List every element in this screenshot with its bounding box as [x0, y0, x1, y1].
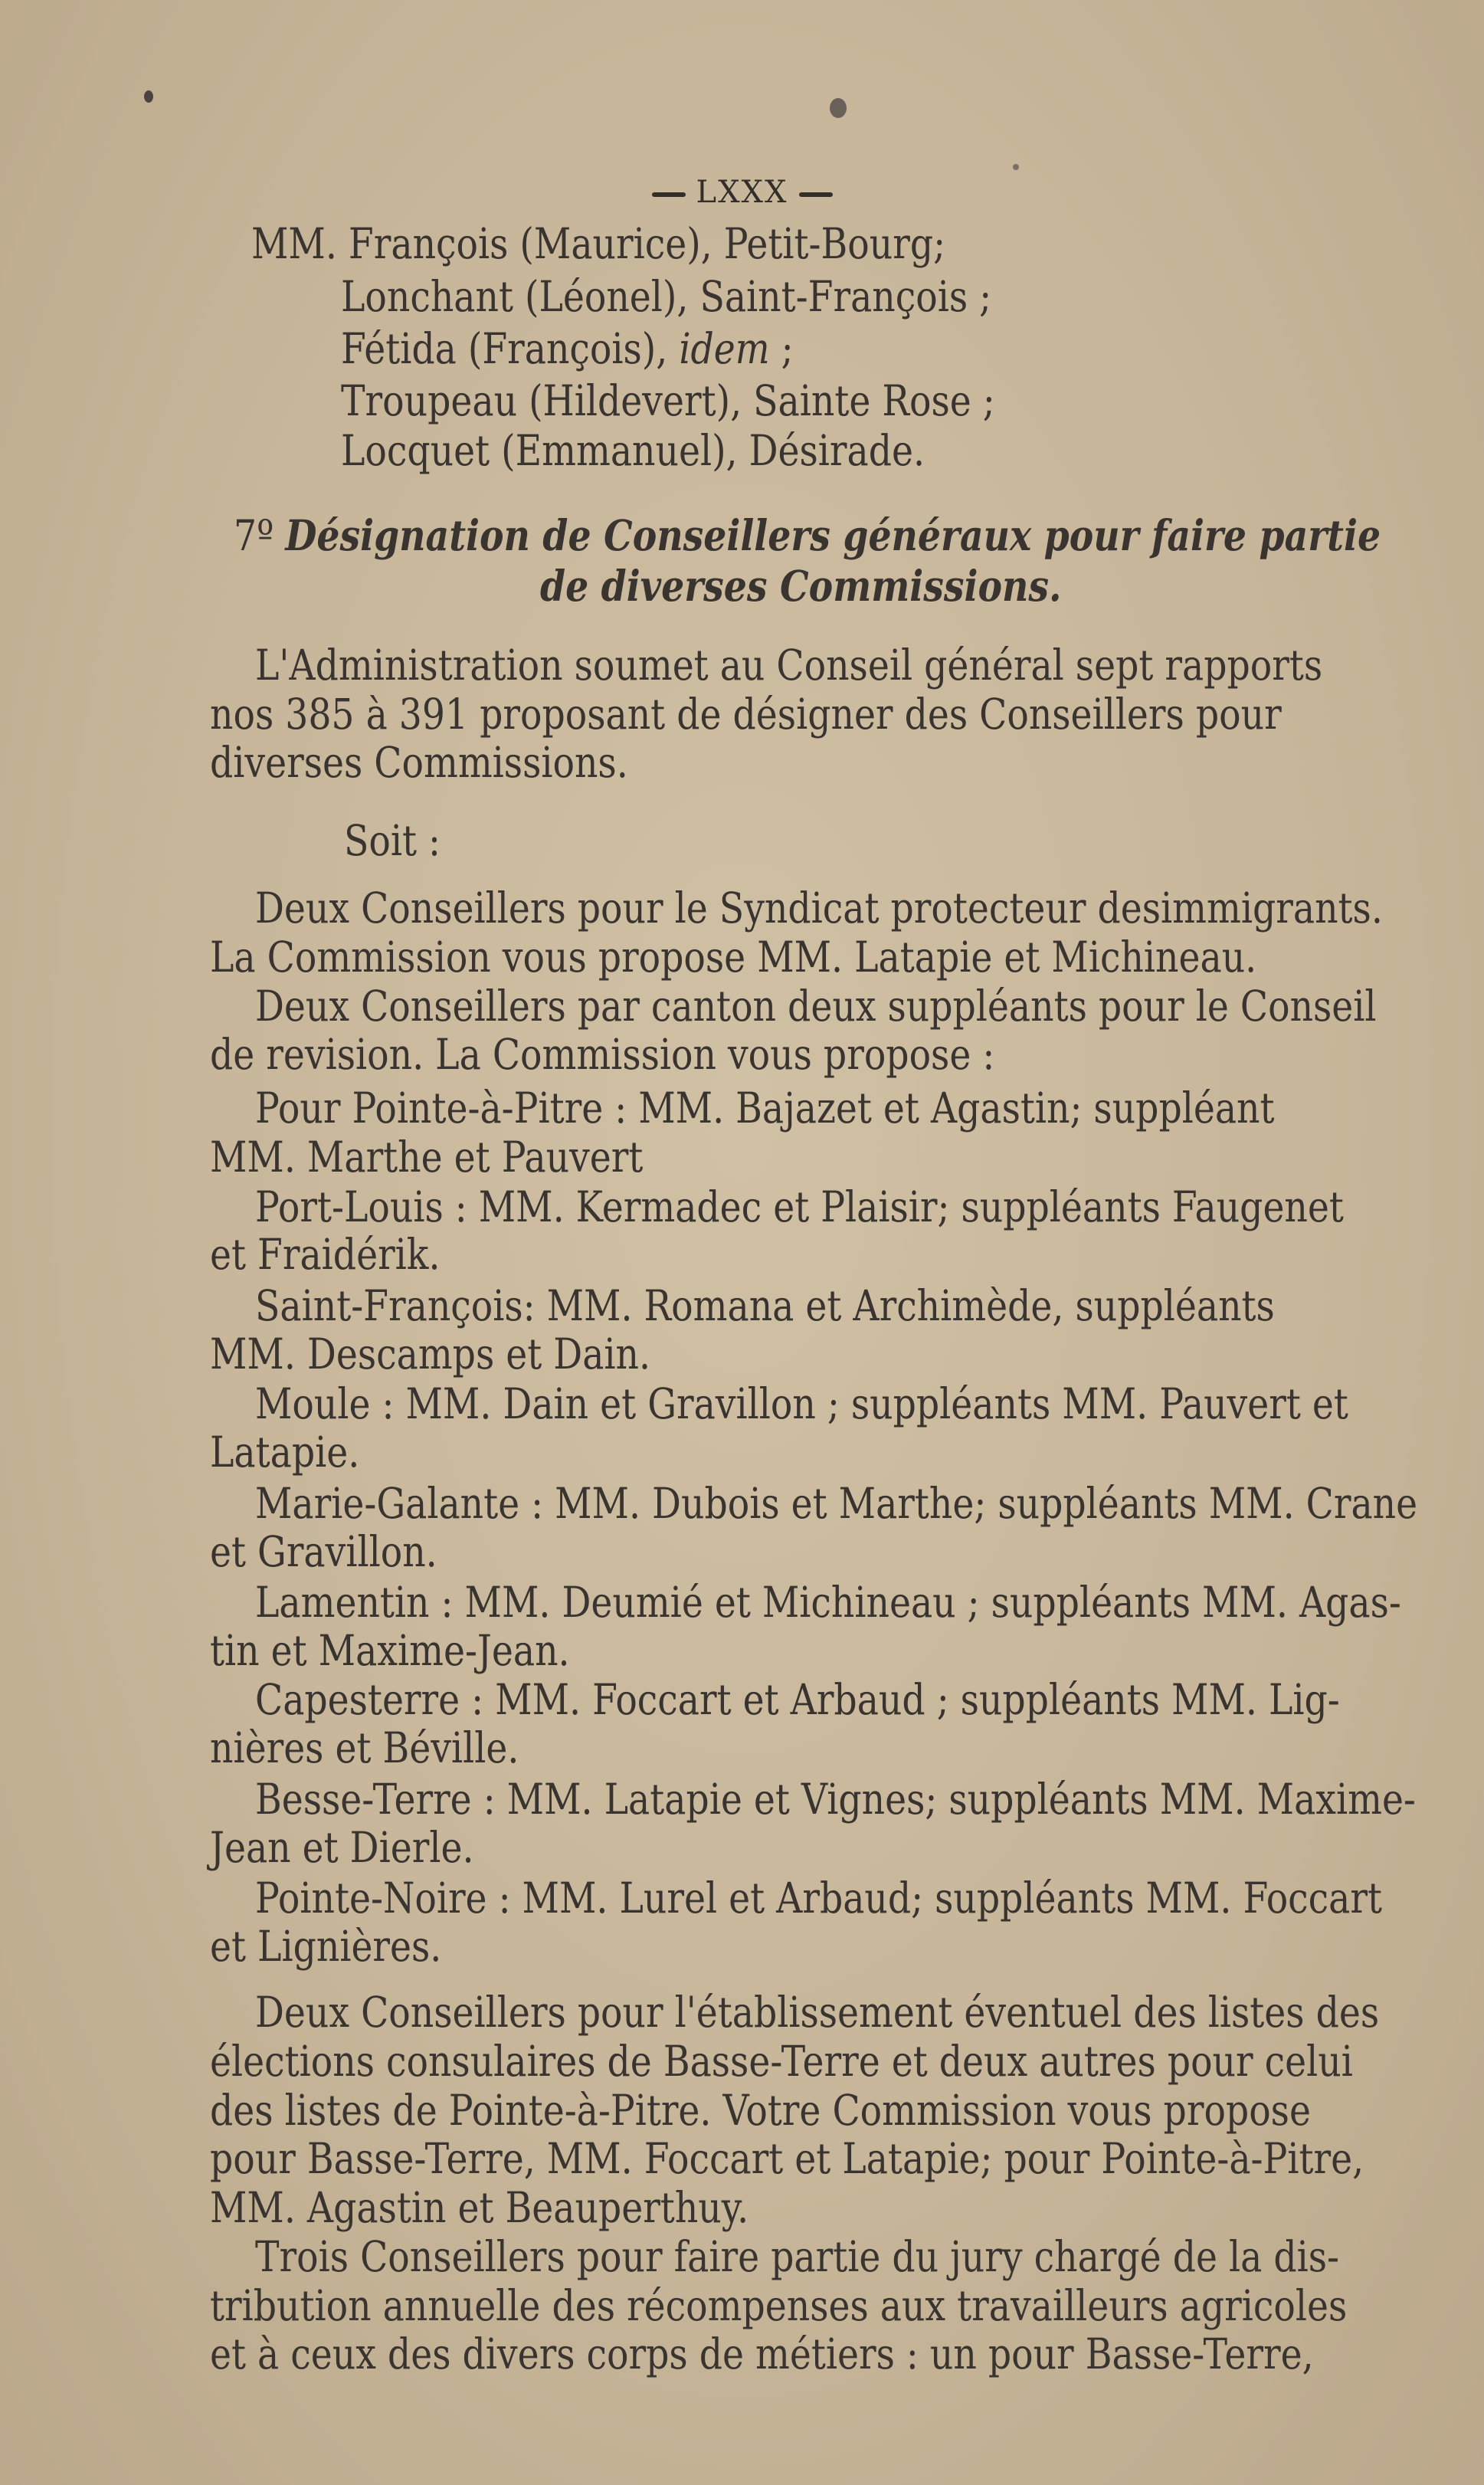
body-line: tribution annuelle des récompenses aux travailleurs agricoles	[210, 2281, 1348, 2330]
body-line: Trois Conseillers pour faire partie du jury chargé de la dis-	[255, 2232, 1340, 2281]
body-line: Port-Louis : MM. Kermadec et Plaisir; suppléants Faugenet	[255, 1182, 1344, 1231]
header-dash-right-icon	[799, 192, 833, 197]
body-line: Pointe-Noire : MM. Lurel et Arbaud; suppléants MM. Foccart	[255, 1874, 1382, 1923]
body-line: de revision. La Commission vous propose :	[210, 1030, 995, 1079]
body-line: Deux Conseillers par canton deux suppléants pour le Conseil	[255, 982, 1377, 1031]
section-number: 7º	[234, 511, 274, 560]
body-line: pour Basse-Terre, MM. Foccart et Latapie; pour Pointe-à-Pitre,	[210, 2134, 1364, 2183]
body-line: diverses Commissions.	[210, 738, 628, 787]
body-line: Moule : MM. Dain et Gravillon ; suppléants MM. Pauvert et	[255, 1379, 1348, 1428]
body-line: et Gravillon.	[210, 1527, 437, 1576]
page-header	[0, 175, 1484, 210]
body-line: élections consulaires de Basse-Terre et deux autres pour celui	[210, 2037, 1353, 2086]
body-line: Soit :	[344, 816, 441, 865]
body-line: Capesterre : MM. Foccart et Arbaud ; suppléants MM. Lig-	[255, 1675, 1340, 1724]
ink-speck	[144, 90, 153, 103]
body-line: Deux Conseillers pour le Syndicat protecteur desimmigrants.	[255, 884, 1383, 933]
body-line: Deux Conseillers pour l'établissement éventuel des listes des	[255, 1988, 1380, 2037]
body-line: MM. Marthe et Pauvert	[210, 1133, 644, 1182]
body-line: Marie-Galante : MM. Dubois et Marthe; suppléants MM. Crane	[255, 1479, 1418, 1528]
body-line: Latapie.	[210, 1428, 360, 1477]
body-line	[210, 690, 1282, 739]
body-line: MM. Agastin et Beauperthuy.	[210, 2183, 749, 2232]
member-line: Troupeau (Hildevert), Sainte Rose ;	[341, 376, 995, 425]
member-line: Locquet (Emmanuel), Désirade.	[341, 426, 925, 475]
body-line: Jean et Dierle.	[210, 1823, 474, 1872]
body-text-inline: nos 385 à 391 proposant de désigner des Conseillers pour	[210, 690, 1282, 739]
body-line: des listes de Pointe-à-Pitre. Votre Commission vous propose	[210, 2086, 1311, 2135]
body-line: et à ceux des divers corps de métiers : un pour Basse-Terre,	[210, 2329, 1314, 2378]
body-line: L'Administration soumet au Conseil général sept rapports	[255, 641, 1323, 690]
body-line: Saint-François: MM. Romana et Archimède, suppléants	[255, 1281, 1275, 1330]
body-line: Besse-Terre : MM. Latapie et Vignes; suppléants MM. Maxime-	[255, 1775, 1416, 1824]
page-number: LXXX	[696, 175, 788, 210]
section-heading-line2: de diverses Commissions.	[540, 561, 1062, 611]
ink-blot	[830, 98, 847, 118]
member-line: MM. François (Maurice), Petit-Bourg;	[251, 219, 946, 268]
body-line: et Fraidérik.	[210, 1230, 441, 1279]
body-line: et Lignières.	[210, 1922, 442, 1971]
ink-speck	[1013, 164, 1019, 170]
section-heading-line1	[234, 511, 1381, 560]
body-line: nières et Béville.	[210, 1723, 519, 1772]
section-title-part1: Désignation de Conseillers généraux pour faire partie	[285, 510, 1381, 560]
body-line: Pour Pointe-à-Pitre : MM. Bajazet et Agastin; suppléant	[255, 1083, 1275, 1133]
member-line: Fétida (François), idem ;	[341, 324, 794, 373]
member-line: Lonchant (Léonel), Saint-François ;	[341, 272, 992, 321]
header-dash-left-icon	[652, 192, 686, 197]
body-line: La Commission vous propose MM. Latapie et Michineau.	[210, 933, 1257, 982]
body-line: Lamentin : MM. Deumié et Michineau ; suppléants MM. Agas-	[255, 1578, 1401, 1627]
body-line: MM. Descamps et Dain.	[210, 1329, 651, 1379]
body-line: tin et Maxime-Jean.	[210, 1626, 570, 1675]
